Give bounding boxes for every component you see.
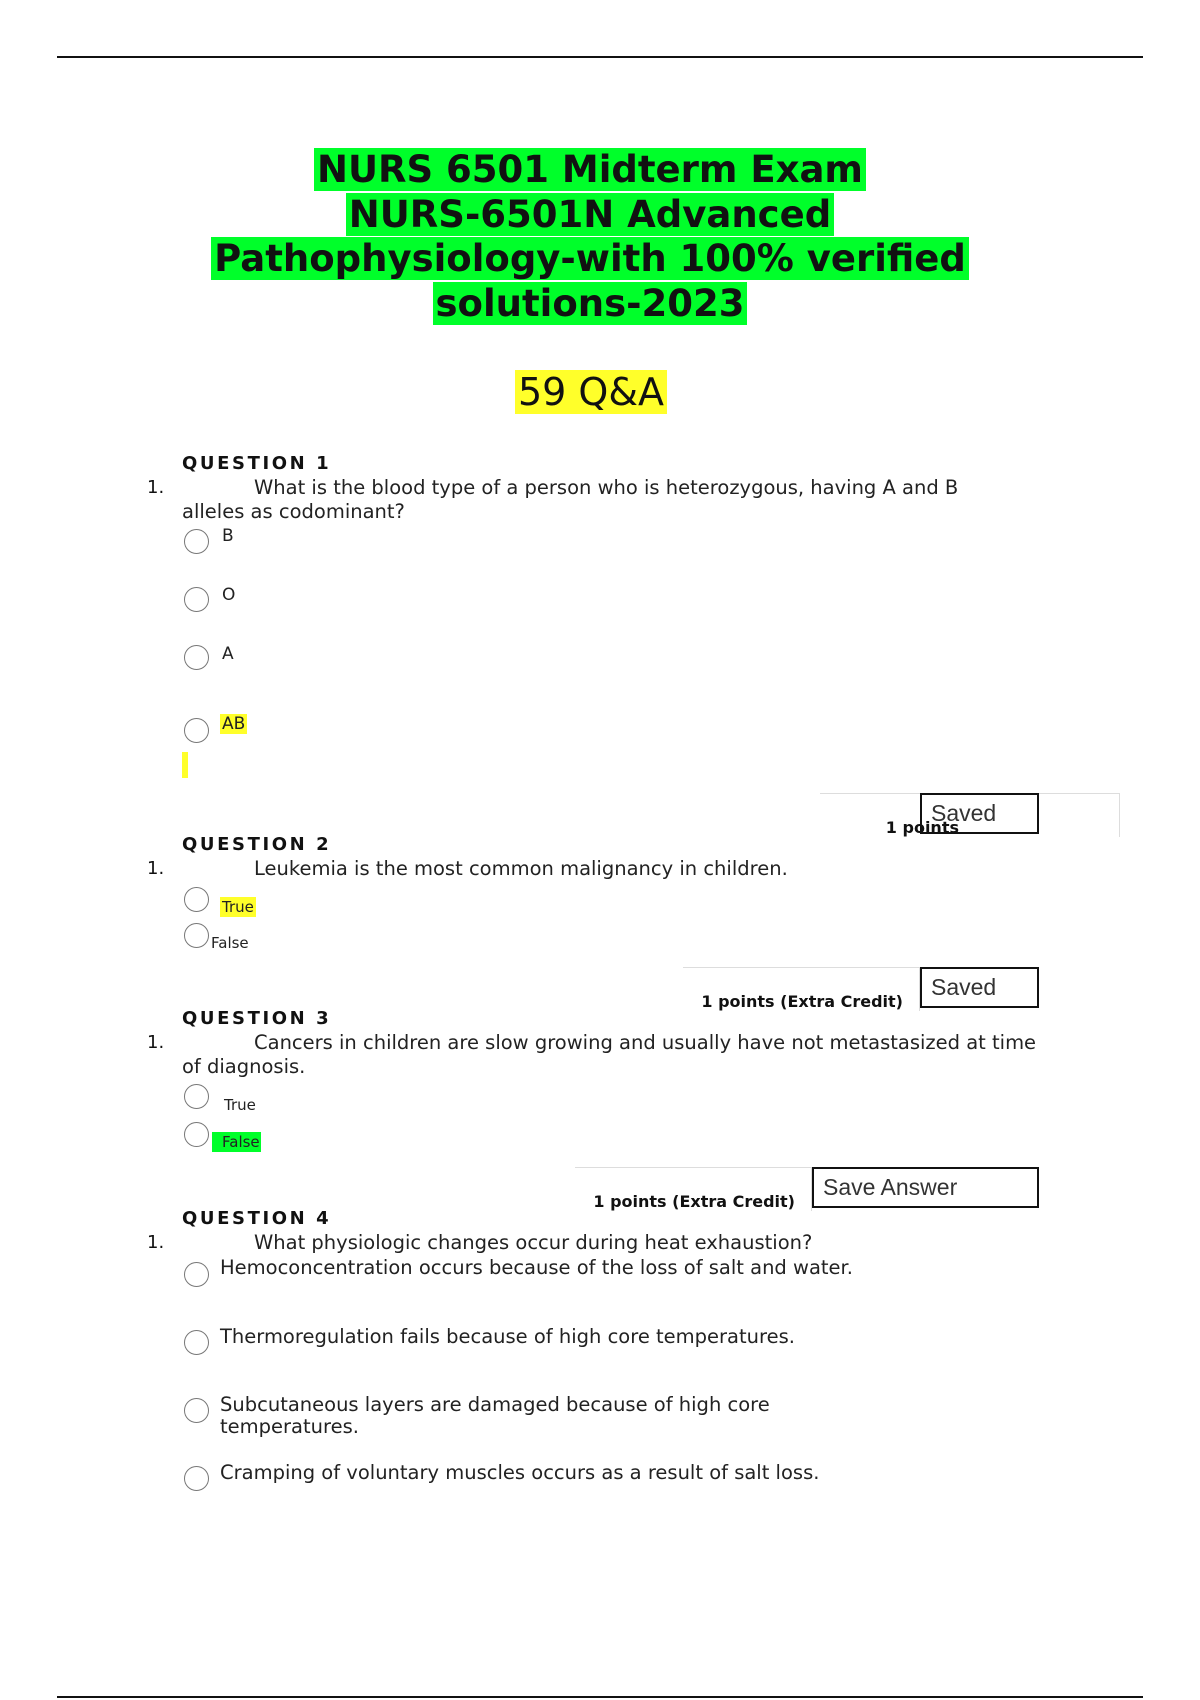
question-4-option-3-label: Subcutaneous layers are damaged because of high core temperatures.	[220, 1393, 770, 1438]
question-1-option-1-radio[interactable]	[184, 529, 209, 554]
question-3-saved-button[interactable]: Saved	[920, 967, 1039, 1008]
question-2-saved-button[interactable]: Saved	[920, 793, 1039, 834]
qa-count-label: 59 Q&A	[515, 370, 667, 414]
question-1-option-1-label: B	[222, 526, 234, 546]
question-2-heading: QUESTION 2	[182, 834, 332, 855]
top-rule	[57, 56, 1143, 58]
question-2-points: 1 points	[820, 793, 1120, 837]
question-3-number: 1.	[147, 1032, 165, 1053]
bottom-rule	[57, 1696, 1143, 1698]
question-2-option-1-radio[interactable]	[184, 887, 209, 912]
question-4-option-2-label: Thermoregulation fails because of high core temperatures.	[220, 1325, 795, 1348]
text-cursor-highlight	[182, 752, 188, 778]
question-3-option-1-radio[interactable]	[184, 1084, 209, 1109]
question-1-option-4-label: AB	[222, 714, 246, 734]
title-line-1: NURS 6501 Midterm Exam	[314, 148, 866, 191]
question-3-points: 1 points (Extra Credit)	[683, 967, 920, 1011]
question-2-option-2-radio[interactable]	[184, 923, 209, 948]
question-1-number: 1.	[147, 477, 165, 498]
question-1-option-2-radio[interactable]	[184, 587, 209, 612]
document-title	[190, 148, 990, 326]
question-3-text: Cancers in children are slow growing and usually have not metastasized at time of diagnosis.	[182, 1031, 1037, 1078]
question-3-option-2-radio[interactable]	[184, 1122, 209, 1147]
question-1-option-3-radio[interactable]	[184, 645, 209, 670]
question-1-heading: QUESTION 1	[182, 453, 332, 474]
question-3-option-1-label: True	[224, 1096, 256, 1114]
question-1-option-3-label: A	[222, 644, 234, 664]
question-4-option-4-radio[interactable]	[184, 1466, 209, 1491]
question-4-option-3-radio[interactable]	[184, 1398, 209, 1423]
question-4-option-4-label: Cramping of voluntary muscles occurs as a result of salt loss.	[220, 1461, 820, 1484]
question-2-option-2-label: False	[211, 934, 249, 952]
question-4-points: 1 points (Extra Credit)	[575, 1167, 812, 1211]
question-4-text: What physiologic changes occur during heat exhaustion?	[254, 1231, 813, 1254]
question-4-number: 1.	[147, 1232, 165, 1253]
question-4-option-2-radio[interactable]	[184, 1330, 209, 1355]
question-4-option-1-label: Hemoconcentration occurs because of the loss of salt and water.	[220, 1256, 853, 1279]
qa-count	[0, 368, 1182, 416]
question-2-text: Leukemia is the most common malignancy in children.	[254, 857, 788, 880]
question-3-heading: QUESTION 3	[182, 1008, 332, 1029]
question-2-option-1-label: True	[222, 898, 254, 916]
question-4-save-answer-button[interactable]: Save Answer	[812, 1167, 1039, 1208]
title-line-2: NURS-6501N Advanced	[346, 193, 834, 236]
question-4-heading: QUESTION 4	[182, 1208, 332, 1229]
question-1-option-4-radio[interactable]	[184, 718, 209, 743]
title-line-4: solutions-2023	[433, 282, 748, 325]
question-3-option-2-label: False	[212, 1132, 261, 1152]
question-4-option-1-radio[interactable]	[184, 1262, 209, 1287]
question-2-number: 1.	[147, 858, 165, 879]
question-1-text: What is the blood type of a person who is heterozygous, having A and B alleles as codominant?	[182, 476, 959, 523]
title-line-3: Pathophysiology-with 100% verified	[211, 237, 969, 280]
question-1-option-2-label: O	[222, 585, 236, 605]
